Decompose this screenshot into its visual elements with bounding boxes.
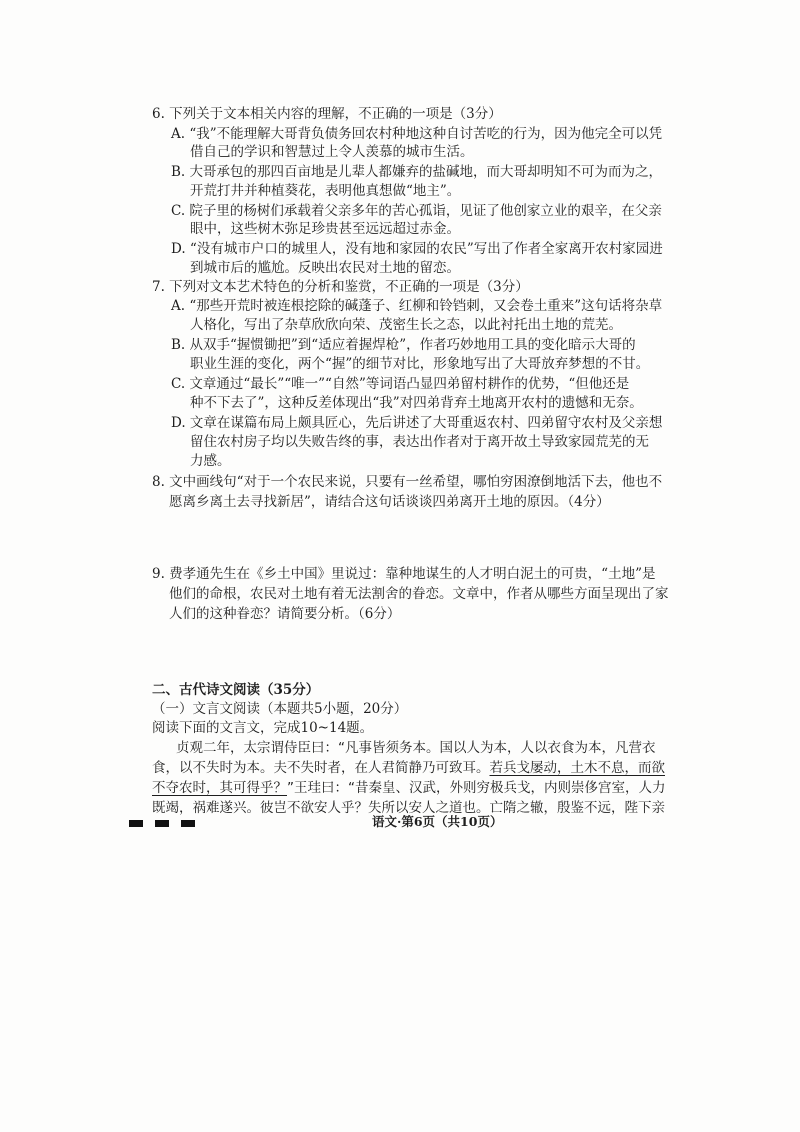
q9-stem-cont: 他们的命根，农民对土地有着无法割舍的眷恋。文章中，作者从哪些方面呈现出了家 [169,586,669,602]
footer-black-mark [129,820,143,827]
passage-line-4: 既竭，祸难遂兴。彼岂不欲安人乎？失所以安人之道也。亡隋之辙，殷鉴不远，陛下亲 [152,800,665,816]
q7-option-a-cont: 人格化，写出了杂草欣欣向荣、茂密生长之态，以此衬托出土地的荒芜。 [190,317,622,333]
passage-text: 食，以不失时为本。夫不失时者，在人君简静乃可致耳。 [152,760,490,776]
q6-option-c-cont: 眼中，这些树木弥足珍贵甚至远远超过赤金。 [190,221,460,237]
q6-option-a-cont: 借自己的学识和智慧过上令人羡慕的城市生活。 [190,144,474,160]
q6-option-b-cont: 开荒打井并种植葵花，表明他真想做“地主”。 [190,183,461,199]
q7-option-b-cont: 职业生涯的变化，两个“握”的细节对比，形象地写出了大哥放弃梦想的不甘。 [190,356,650,372]
q6-option-d: D. “没有城市户口的城里人，没有地和家园的农民”写出了作者全家离开农村家园进 [171,241,663,257]
q8-stem: 8. 文中画线句“对于一个农民来说，只要有一丝希望，哪怕穷困潦倒地活下去，他也不 [152,474,663,490]
q7-option-c-cont: 种不下去了”，这种反差体现出“我”对四弟背弃土地离开农村的遗憾和无奈。 [190,395,643,411]
underlined-sentence-end: 不夺农时，其可得乎？ [152,780,287,796]
q9-stem: 9. 费孝通先生在《乡土中国》里说过：靠种地谋生的人才明白泥土的可贵，“土地”是 [152,566,656,582]
footer-black-mark [181,820,195,827]
q7-option-c: C. 文章通过“最长”“唯一”“自然”等词语凸显四弟留村耕作的优势，“但他还是 [171,376,630,392]
passage-line-2 [152,758,665,778]
passage-line-1: 贞观二年，太宗谓侍臣曰：“凡事皆须务本。国以人为本，人以衣食为本，凡营衣 [176,740,656,756]
q6-option-a: A. “我”不能理解大哥背负债务回农村种地这种自讨苦吃的行为，因为他完全可以凭 [171,126,663,142]
q7-option-b: B. 从双手“握惯锄把”到“适应着握焊枪”，作者巧妙地用工具的变化暗示大哥的 [171,337,636,353]
q6-option-b: B. 大哥承包的那四百亩地是儿辈人都嫌弃的盐碱地，而大哥却明知不可为而为之， [171,164,663,180]
q7-option-a: A. “那些开荒时被连根挖除的碱蓬子、红柳和铃铛刺，又会卷土重来”这句话将杂草 [171,298,663,314]
q7-option-d-cont2: 力感。 [190,453,231,469]
reading-instruction: 阅读下面的文言文，完成10~14题。 [152,720,374,736]
passage-line-3 [152,778,666,798]
q7-stem: 7. 下列对文本艺术特色的分析和鉴赏，不正确的一项是（3分） [152,279,529,295]
footer-black-mark [155,820,169,827]
q8-stem-cont: 愿离乡离土去寻找新居”，请结合这句话谈谈四弟离开土地的原因。（4分） [169,494,610,510]
q6-option-c: C. 院子里的杨树们承载着父亲多年的苦心孤诣，见证了他创家立业的艰辛，在父亲 [171,203,662,219]
q6-stem: 6. 下列关于文本相关内容的理解，不正确的一项是（3分） [152,106,502,122]
q7-option-d: D. 文章在谋篇布局上颇具匠心，先后讲述了大哥重返农村、四弟留守农村及父亲想 [171,415,663,431]
q7-option-d-cont: 留住农村房子均以失败告终的事，表达出作者对于离开故土导致家园荒芜的无 [190,434,649,450]
subsection-title: （一）文言文阅读（本题共5小题，20分） [152,701,408,717]
q9-stem-cont2: 人们的这种眷恋？请简要分析。（6分） [169,606,401,622]
underlined-sentence: 若兵戈屡动，土木不息，而欲 [489,760,665,776]
q6-option-d-cont: 到城市后的尴尬。反映出农民对土地的留恋。 [190,260,460,276]
page-footer: 语文·第6页（共10页） [372,814,503,829]
section-title: 二、古代诗文阅读（35分） [152,682,320,698]
passage-text: ”王珪曰：“昔秦皇、汉武，外则穷极兵戈，内则崇侈宫室，人力 [287,780,666,796]
